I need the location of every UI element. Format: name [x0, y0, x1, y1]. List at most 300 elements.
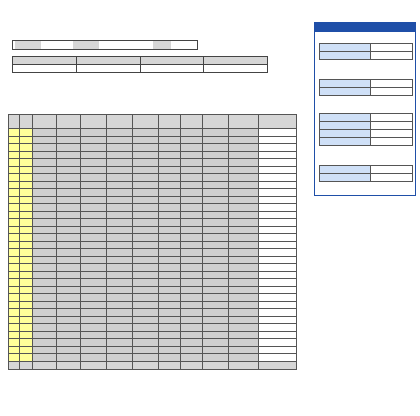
- time-cell[interactable]: [33, 204, 57, 212]
- time-cell[interactable]: [107, 129, 133, 137]
- time-cell[interactable]: [133, 241, 159, 249]
- time-cell[interactable]: [107, 241, 133, 249]
- time-cell[interactable]: [181, 136, 203, 144]
- time-cell[interactable]: [181, 309, 203, 317]
- time-cell[interactable]: [229, 196, 259, 204]
- remarks-cell[interactable]: [259, 294, 297, 302]
- setting-value[interactable]: [371, 130, 413, 138]
- time-cell[interactable]: [203, 316, 229, 324]
- time-cell[interactable]: [159, 324, 181, 332]
- time-cell[interactable]: [133, 136, 159, 144]
- time-cell[interactable]: [107, 151, 133, 159]
- remarks-cell[interactable]: [259, 234, 297, 242]
- time-cell[interactable]: [181, 189, 203, 197]
- time-cell[interactable]: [181, 316, 203, 324]
- time-cell[interactable]: [229, 286, 259, 294]
- time-cell[interactable]: [33, 174, 57, 182]
- time-cell[interactable]: [57, 226, 81, 234]
- time-cell[interactable]: [203, 159, 229, 167]
- time-cell[interactable]: [33, 151, 57, 159]
- time-cell[interactable]: [133, 181, 159, 189]
- time-cell[interactable]: [159, 294, 181, 302]
- time-cell[interactable]: [81, 189, 107, 197]
- time-cell[interactable]: [203, 219, 229, 227]
- time-cell[interactable]: [133, 256, 159, 264]
- time-cell[interactable]: [33, 211, 57, 219]
- time-cell[interactable]: [229, 159, 259, 167]
- time-cell[interactable]: [57, 324, 81, 332]
- time-cell[interactable]: [159, 256, 181, 264]
- time-cell[interactable]: [133, 316, 159, 324]
- time-cell[interactable]: [133, 339, 159, 347]
- time-cell[interactable]: [57, 339, 81, 347]
- time-cell[interactable]: [81, 144, 107, 152]
- time-cell[interactable]: [107, 166, 133, 174]
- time-cell[interactable]: [57, 136, 81, 144]
- time-cell[interactable]: [229, 309, 259, 317]
- time-cell[interactable]: [107, 324, 133, 332]
- remarks-cell[interactable]: [259, 256, 297, 264]
- time-cell[interactable]: [159, 301, 181, 309]
- time-cell[interactable]: [57, 331, 81, 339]
- time-cell[interactable]: [107, 136, 133, 144]
- time-cell[interactable]: [57, 204, 81, 212]
- time-cell[interactable]: [203, 294, 229, 302]
- time-cell[interactable]: [33, 166, 57, 174]
- setting-value[interactable]: [371, 44, 413, 52]
- time-cell[interactable]: [229, 256, 259, 264]
- setting-value[interactable]: [371, 122, 413, 130]
- time-cell[interactable]: [107, 189, 133, 197]
- time-cell[interactable]: [203, 331, 229, 339]
- remarks-cell[interactable]: [259, 219, 297, 227]
- time-cell[interactable]: [81, 301, 107, 309]
- time-cell[interactable]: [203, 204, 229, 212]
- time-cell[interactable]: [57, 129, 81, 137]
- time-cell[interactable]: [81, 241, 107, 249]
- time-cell[interactable]: [229, 234, 259, 242]
- time-cell[interactable]: [33, 159, 57, 167]
- employee-name-field[interactable]: [101, 41, 151, 49]
- time-cell[interactable]: [33, 136, 57, 144]
- time-cell[interactable]: [159, 339, 181, 347]
- time-cell[interactable]: [133, 324, 159, 332]
- time-cell[interactable]: [181, 226, 203, 234]
- time-cell[interactable]: [133, 264, 159, 272]
- time-cell[interactable]: [229, 204, 259, 212]
- time-cell[interactable]: [203, 256, 229, 264]
- time-cell[interactable]: [159, 211, 181, 219]
- time-cell[interactable]: [181, 249, 203, 257]
- time-cell[interactable]: [57, 346, 81, 354]
- time-cell[interactable]: [133, 286, 159, 294]
- time-cell[interactable]: [57, 181, 81, 189]
- time-cell[interactable]: [107, 339, 133, 347]
- time-cell[interactable]: [33, 309, 57, 317]
- time-cell[interactable]: [229, 294, 259, 302]
- remarks-cell[interactable]: [259, 159, 297, 167]
- time-cell[interactable]: [229, 219, 259, 227]
- remarks-cell[interactable]: [259, 174, 297, 182]
- time-cell[interactable]: [81, 136, 107, 144]
- time-cell[interactable]: [159, 279, 181, 287]
- setting-value[interactable]: [371, 80, 413, 88]
- remarks-cell[interactable]: [259, 136, 297, 144]
- remarks-cell[interactable]: [259, 144, 297, 152]
- time-cell[interactable]: [181, 241, 203, 249]
- time-cell[interactable]: [57, 264, 81, 272]
- time-cell[interactable]: [107, 309, 133, 317]
- time-cell[interactable]: [203, 301, 229, 309]
- time-cell[interactable]: [81, 309, 107, 317]
- remarks-cell[interactable]: [259, 316, 297, 324]
- time-cell[interactable]: [57, 309, 81, 317]
- time-cell[interactable]: [57, 241, 81, 249]
- time-cell[interactable]: [133, 234, 159, 242]
- time-cell[interactable]: [229, 279, 259, 287]
- time-cell[interactable]: [57, 271, 81, 279]
- time-cell[interactable]: [81, 249, 107, 257]
- setting-value[interactable]: [371, 88, 413, 96]
- time-cell[interactable]: [229, 211, 259, 219]
- time-cell[interactable]: [133, 174, 159, 182]
- time-cell[interactable]: [81, 331, 107, 339]
- time-cell[interactable]: [229, 339, 259, 347]
- time-cell[interactable]: [159, 159, 181, 167]
- time-cell[interactable]: [57, 249, 81, 257]
- time-cell[interactable]: [133, 129, 159, 137]
- time-cell[interactable]: [159, 354, 181, 362]
- remarks-cell[interactable]: [259, 189, 297, 197]
- department-field[interactable]: [173, 41, 197, 49]
- time-cell[interactable]: [107, 264, 133, 272]
- time-cell[interactable]: [229, 301, 259, 309]
- time-cell[interactable]: [159, 144, 181, 152]
- time-cell[interactable]: [203, 264, 229, 272]
- time-cell[interactable]: [229, 226, 259, 234]
- time-cell[interactable]: [81, 354, 107, 362]
- remarks-cell[interactable]: [259, 129, 297, 137]
- time-cell[interactable]: [107, 211, 133, 219]
- time-cell[interactable]: [181, 256, 203, 264]
- time-cell[interactable]: [81, 211, 107, 219]
- time-cell[interactable]: [203, 166, 229, 174]
- time-cell[interactable]: [181, 324, 203, 332]
- time-cell[interactable]: [133, 249, 159, 257]
- time-cell[interactable]: [57, 174, 81, 182]
- time-cell[interactable]: [159, 264, 181, 272]
- time-cell[interactable]: [133, 301, 159, 309]
- time-cell[interactable]: [33, 346, 57, 354]
- time-cell[interactable]: [57, 159, 81, 167]
- time-cell[interactable]: [159, 271, 181, 279]
- time-cell[interactable]: [181, 294, 203, 302]
- setting-value[interactable]: [371, 52, 413, 60]
- time-cell[interactable]: [107, 226, 133, 234]
- time-cell[interactable]: [229, 166, 259, 174]
- time-cell[interactable]: [159, 249, 181, 257]
- time-cell[interactable]: [181, 271, 203, 279]
- time-cell[interactable]: [107, 331, 133, 339]
- time-cell[interactable]: [33, 144, 57, 152]
- time-cell[interactable]: [33, 129, 57, 137]
- time-cell[interactable]: [203, 196, 229, 204]
- time-cell[interactable]: [33, 301, 57, 309]
- remarks-cell[interactable]: [259, 196, 297, 204]
- time-cell[interactable]: [107, 286, 133, 294]
- time-cell[interactable]: [107, 271, 133, 279]
- time-cell[interactable]: [229, 129, 259, 137]
- time-cell[interactable]: [81, 271, 107, 279]
- time-cell[interactable]: [81, 226, 107, 234]
- time-cell[interactable]: [133, 189, 159, 197]
- time-cell[interactable]: [159, 234, 181, 242]
- time-cell[interactable]: [107, 354, 133, 362]
- time-cell[interactable]: [203, 129, 229, 137]
- time-cell[interactable]: [33, 331, 57, 339]
- time-cell[interactable]: [107, 181, 133, 189]
- time-cell[interactable]: [203, 174, 229, 182]
- time-cell[interactable]: [57, 189, 81, 197]
- time-cell[interactable]: [133, 226, 159, 234]
- time-cell[interactable]: [181, 211, 203, 219]
- remarks-cell[interactable]: [259, 241, 297, 249]
- time-cell[interactable]: [203, 354, 229, 362]
- time-cell[interactable]: [107, 219, 133, 227]
- time-cell[interactable]: [229, 346, 259, 354]
- time-cell[interactable]: [81, 264, 107, 272]
- time-cell[interactable]: [159, 309, 181, 317]
- time-cell[interactable]: [81, 346, 107, 354]
- time-cell[interactable]: [81, 151, 107, 159]
- time-cell[interactable]: [229, 249, 259, 257]
- remarks-cell[interactable]: [259, 346, 297, 354]
- time-cell[interactable]: [33, 264, 57, 272]
- time-cell[interactable]: [57, 151, 81, 159]
- time-cell[interactable]: [133, 159, 159, 167]
- remarks-cell[interactable]: [259, 339, 297, 347]
- time-cell[interactable]: [159, 129, 181, 137]
- time-cell[interactable]: [81, 279, 107, 287]
- time-cell[interactable]: [229, 354, 259, 362]
- time-cell[interactable]: [181, 196, 203, 204]
- time-cell[interactable]: [33, 226, 57, 234]
- time-cell[interactable]: [203, 189, 229, 197]
- time-cell[interactable]: [107, 301, 133, 309]
- time-cell[interactable]: [181, 346, 203, 354]
- time-cell[interactable]: [133, 346, 159, 354]
- remarks-cell[interactable]: [259, 286, 297, 294]
- time-cell[interactable]: [181, 144, 203, 152]
- remarks-cell[interactable]: [259, 331, 297, 339]
- time-cell[interactable]: [81, 174, 107, 182]
- remarks-cell[interactable]: [259, 301, 297, 309]
- time-cell[interactable]: [33, 354, 57, 362]
- remarks-cell[interactable]: [259, 264, 297, 272]
- time-cell[interactable]: [107, 159, 133, 167]
- time-cell[interactable]: [159, 331, 181, 339]
- time-cell[interactable]: [181, 166, 203, 174]
- time-cell[interactable]: [229, 136, 259, 144]
- time-cell[interactable]: [229, 271, 259, 279]
- employee-id-field[interactable]: [43, 41, 71, 49]
- remarks-cell[interactable]: [259, 324, 297, 332]
- time-cell[interactable]: [33, 286, 57, 294]
- time-cell[interactable]: [229, 331, 259, 339]
- time-cell[interactable]: [203, 226, 229, 234]
- time-cell[interactable]: [81, 316, 107, 324]
- time-cell[interactable]: [57, 234, 81, 242]
- time-cell[interactable]: [203, 241, 229, 249]
- time-cell[interactable]: [229, 189, 259, 197]
- time-cell[interactable]: [33, 234, 57, 242]
- time-cell[interactable]: [133, 204, 159, 212]
- time-cell[interactable]: [203, 151, 229, 159]
- time-cell[interactable]: [203, 249, 229, 257]
- time-cell[interactable]: [133, 219, 159, 227]
- time-cell[interactable]: [203, 136, 229, 144]
- time-cell[interactable]: [159, 219, 181, 227]
- time-cell[interactable]: [81, 286, 107, 294]
- time-cell[interactable]: [107, 174, 133, 182]
- time-cell[interactable]: [159, 316, 181, 324]
- time-cell[interactable]: [57, 354, 81, 362]
- time-cell[interactable]: [107, 316, 133, 324]
- time-cell[interactable]: [159, 241, 181, 249]
- time-cell[interactable]: [81, 204, 107, 212]
- time-cell[interactable]: [203, 279, 229, 287]
- time-cell[interactable]: [181, 151, 203, 159]
- time-cell[interactable]: [133, 309, 159, 317]
- time-cell[interactable]: [81, 219, 107, 227]
- remarks-cell[interactable]: [259, 204, 297, 212]
- time-cell[interactable]: [57, 286, 81, 294]
- time-cell[interactable]: [229, 324, 259, 332]
- time-cell[interactable]: [133, 294, 159, 302]
- time-cell[interactable]: [133, 211, 159, 219]
- time-cell[interactable]: [33, 241, 57, 249]
- time-cell[interactable]: [203, 309, 229, 317]
- time-cell[interactable]: [203, 324, 229, 332]
- time-cell[interactable]: [229, 181, 259, 189]
- time-cell[interactable]: [159, 196, 181, 204]
- time-cell[interactable]: [203, 181, 229, 189]
- time-cell[interactable]: [133, 354, 159, 362]
- time-cell[interactable]: [203, 286, 229, 294]
- time-cell[interactable]: [181, 181, 203, 189]
- time-cell[interactable]: [57, 279, 81, 287]
- time-cell[interactable]: [107, 234, 133, 242]
- time-cell[interactable]: [107, 204, 133, 212]
- time-cell[interactable]: [159, 136, 181, 144]
- remarks-cell[interactable]: [259, 226, 297, 234]
- time-cell[interactable]: [57, 294, 81, 302]
- time-cell[interactable]: [33, 324, 57, 332]
- time-cell[interactable]: [181, 264, 203, 272]
- time-cell[interactable]: [57, 196, 81, 204]
- time-cell[interactable]: [81, 294, 107, 302]
- time-cell[interactable]: [33, 279, 57, 287]
- time-cell[interactable]: [229, 151, 259, 159]
- time-cell[interactable]: [133, 144, 159, 152]
- time-cell[interactable]: [181, 301, 203, 309]
- remarks-cell[interactable]: [259, 181, 297, 189]
- time-cell[interactable]: [107, 256, 133, 264]
- time-cell[interactable]: [133, 331, 159, 339]
- time-cell[interactable]: [229, 144, 259, 152]
- time-cell[interactable]: [33, 339, 57, 347]
- setting-value[interactable]: [371, 166, 413, 174]
- time-cell[interactable]: [181, 339, 203, 347]
- time-cell[interactable]: [107, 279, 133, 287]
- time-cell[interactable]: [181, 174, 203, 182]
- remarks-cell[interactable]: [259, 279, 297, 287]
- remarks-cell[interactable]: [259, 271, 297, 279]
- time-cell[interactable]: [229, 264, 259, 272]
- time-cell[interactable]: [133, 166, 159, 174]
- time-cell[interactable]: [159, 204, 181, 212]
- time-cell[interactable]: [57, 211, 81, 219]
- time-cell[interactable]: [159, 286, 181, 294]
- remarks-cell[interactable]: [259, 309, 297, 317]
- setting-value[interactable]: [371, 174, 413, 182]
- time-cell[interactable]: [33, 271, 57, 279]
- time-cell[interactable]: [81, 339, 107, 347]
- time-cell[interactable]: [181, 234, 203, 242]
- time-cell[interactable]: [159, 189, 181, 197]
- time-cell[interactable]: [107, 346, 133, 354]
- time-cell[interactable]: [81, 181, 107, 189]
- time-cell[interactable]: [33, 219, 57, 227]
- time-cell[interactable]: [159, 174, 181, 182]
- time-cell[interactable]: [33, 181, 57, 189]
- time-cell[interactable]: [81, 196, 107, 204]
- time-cell[interactable]: [133, 271, 159, 279]
- time-cell[interactable]: [57, 301, 81, 309]
- time-cell[interactable]: [203, 211, 229, 219]
- time-cell[interactable]: [81, 166, 107, 174]
- time-cell[interactable]: [133, 196, 159, 204]
- time-cell[interactable]: [33, 316, 57, 324]
- time-cell[interactable]: [133, 279, 159, 287]
- time-cell[interactable]: [229, 316, 259, 324]
- setting-value[interactable]: [371, 138, 413, 146]
- remarks-cell[interactable]: [259, 211, 297, 219]
- time-cell[interactable]: [133, 151, 159, 159]
- time-cell[interactable]: [159, 166, 181, 174]
- time-cell[interactable]: [181, 279, 203, 287]
- time-cell[interactable]: [81, 256, 107, 264]
- time-cell[interactable]: [57, 144, 81, 152]
- remarks-cell[interactable]: [259, 166, 297, 174]
- time-cell[interactable]: [159, 151, 181, 159]
- time-cell[interactable]: [229, 241, 259, 249]
- time-cell[interactable]: [33, 249, 57, 257]
- remarks-cell[interactable]: [259, 151, 297, 159]
- time-cell[interactable]: [181, 354, 203, 362]
- setting-value[interactable]: [371, 114, 413, 122]
- time-cell[interactable]: [33, 256, 57, 264]
- time-cell[interactable]: [57, 166, 81, 174]
- time-cell[interactable]: [203, 234, 229, 242]
- time-cell[interactable]: [181, 286, 203, 294]
- time-cell[interactable]: [33, 294, 57, 302]
- time-cell[interactable]: [57, 256, 81, 264]
- time-cell[interactable]: [181, 204, 203, 212]
- time-cell[interactable]: [81, 159, 107, 167]
- time-cell[interactable]: [229, 174, 259, 182]
- remarks-cell[interactable]: [259, 249, 297, 257]
